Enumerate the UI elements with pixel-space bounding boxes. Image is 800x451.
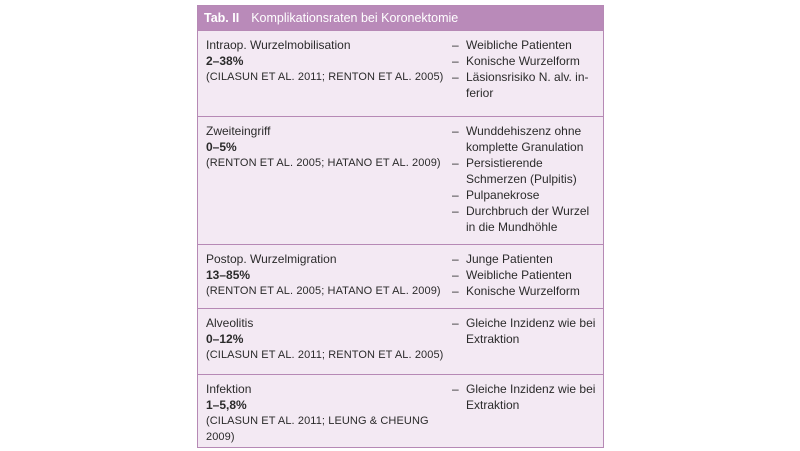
table-row (198, 244, 603, 309)
citation: (CILASUN ET AL. 2011; RENTON ET AL. 2005) (206, 349, 444, 361)
risk-factor-list (452, 381, 600, 413)
table-row (198, 116, 603, 245)
risk-factor-list (452, 315, 600, 347)
risk-factor-list (452, 37, 600, 101)
table-row (198, 308, 603, 375)
list-item: – Konische Wurzelform (452, 54, 580, 68)
citation: (CILASUN ET AL. 2011; RENTON ET AL. 2005) (206, 71, 444, 83)
list-item: – Weibliche Patienten (452, 38, 572, 52)
table-row (198, 30, 603, 117)
complication-rate: 0–5% (206, 140, 237, 154)
list-item: – Junge Patienten (452, 252, 553, 266)
row-left-cell (206, 251, 446, 299)
list-item: – Persistierende Schmerzen (Pulpitis) (452, 156, 577, 186)
risk-factor-list (452, 251, 600, 299)
complication-rate: 13–85% (206, 268, 251, 282)
row-left-cell (206, 123, 446, 171)
list-item: – Läsionsrisiko N. alv. in-ferior (452, 70, 589, 100)
row-left-cell (206, 315, 446, 363)
complication-rate: 0–12% (206, 332, 244, 346)
list-item: – Pulpanekrose (452, 188, 540, 202)
table-title-bar (198, 6, 603, 30)
complication-table (197, 5, 604, 448)
complication-name: Infektion (206, 382, 252, 396)
complication-name: Zweiteingriff (206, 124, 271, 138)
list-item: – Gleiche Inzidenz wie bei Extraktion (452, 382, 596, 412)
citation: (RENTON ET AL. 2005; HATANO ET AL. 2009) (206, 285, 441, 297)
complication-name: Alveolitis (206, 316, 254, 330)
table-row (198, 374, 603, 449)
list-item: – Wunddehiszenz ohne komplette Granulation (452, 124, 584, 154)
row-left-cell (206, 37, 446, 85)
citation: (CILASUN ET AL. 2011; LEUNG & CHEUNG 2009) (206, 415, 429, 443)
table-number: Tab. II (204, 11, 240, 25)
list-item: – Gleiche Inzidenz wie bei Extraktion (452, 316, 596, 346)
risk-factor-list (452, 123, 600, 235)
list-item: – Weibliche Patienten (452, 268, 572, 282)
list-item: – Durchbruch der Wurzel in die Mundhöhle (452, 204, 590, 234)
table-title: Komplikationsraten bei Koronektomie (251, 11, 459, 25)
complication-name: Intraop. Wurzelmobilisation (206, 38, 351, 52)
complication-rate: 2–38% (206, 54, 244, 68)
citation: (RENTON ET AL. 2005; HATANO ET AL. 2009) (206, 157, 441, 169)
row-left-cell (206, 381, 446, 445)
complication-rate: 1–5,8% (206, 398, 247, 412)
complication-name: Postop. Wurzelmigration (206, 252, 337, 266)
list-item: – Konische Wurzelform (452, 284, 580, 298)
